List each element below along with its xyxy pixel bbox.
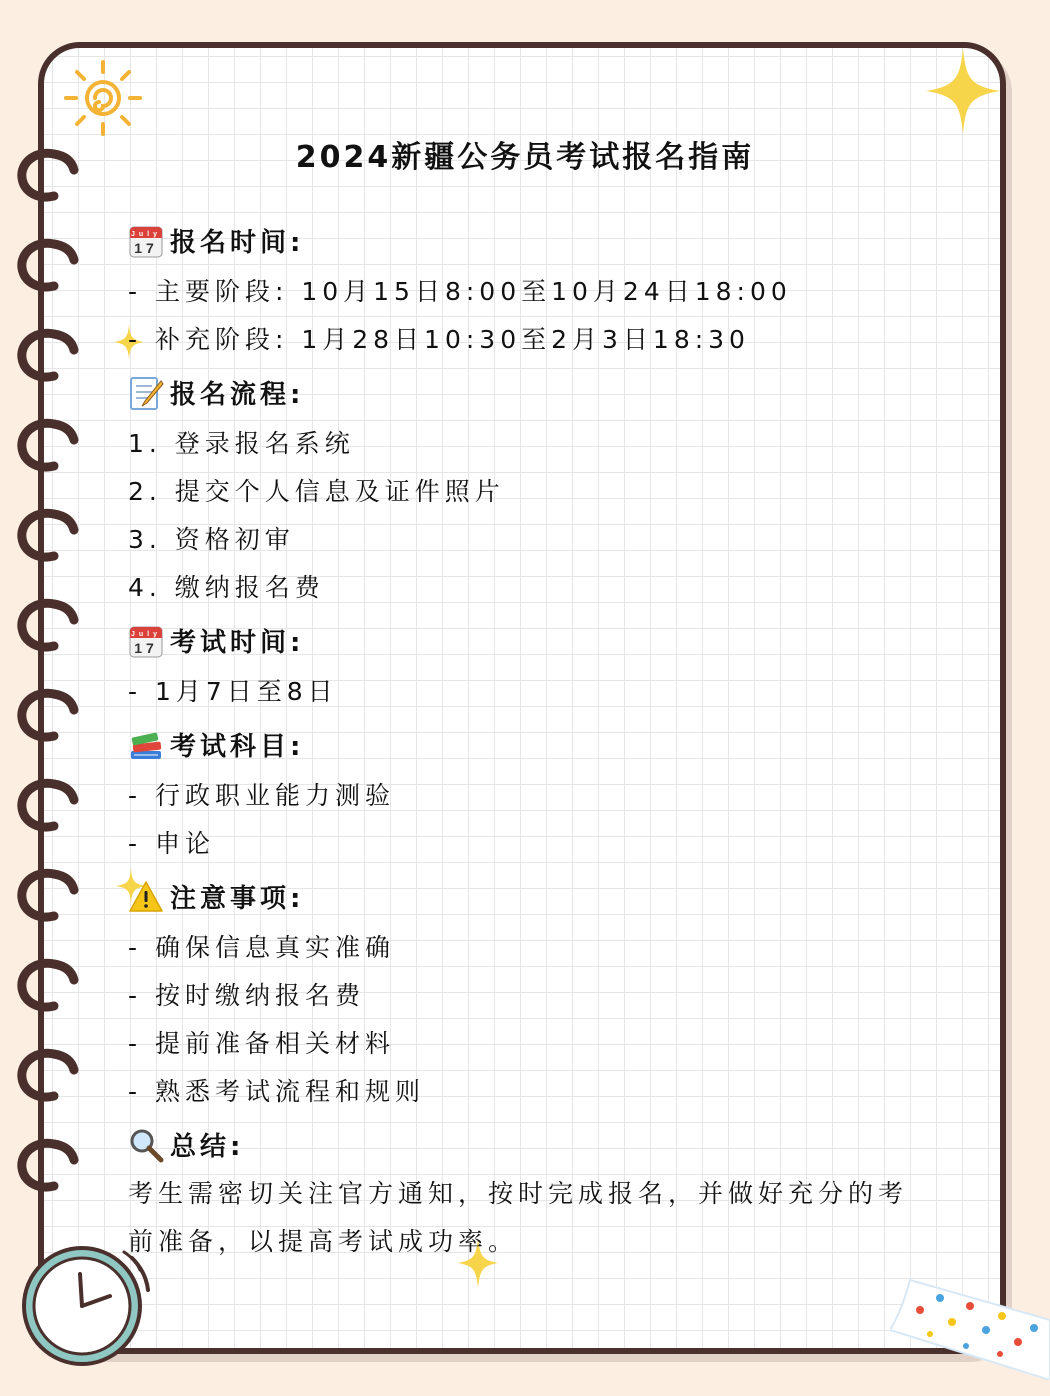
list-item: - 主要阶段: 10月15日8:00至10月24日18:00 bbox=[128, 277, 792, 306]
spiral-ring bbox=[14, 1136, 80, 1198]
spiral-ring bbox=[14, 506, 80, 568]
list-item: - 行政职业能力测验 bbox=[128, 781, 395, 810]
heading-text: 注意事项: bbox=[170, 884, 305, 914]
section-heading-notes bbox=[128, 878, 304, 915]
magnifier-icon bbox=[128, 1127, 164, 1163]
section-heading-registration-time bbox=[128, 222, 304, 259]
books-icon bbox=[128, 727, 164, 763]
list-item: 3. 资格初审 bbox=[128, 525, 295, 554]
list-item: - 熟悉考试流程和规则 bbox=[128, 1077, 425, 1106]
sun-icon bbox=[60, 58, 146, 140]
spiral-ring bbox=[14, 596, 80, 658]
section-heading-exam-time bbox=[128, 622, 304, 659]
list-item: 2. 提交个人信息及证件照片 bbox=[128, 477, 505, 506]
svg-text:July: July bbox=[130, 630, 162, 638]
heading-text: 总结: bbox=[170, 1132, 245, 1162]
list-item: - 提前准备相关材料 bbox=[128, 1029, 395, 1058]
list-item: - 确保信息真实准确 bbox=[128, 933, 395, 962]
spiral-ring bbox=[14, 236, 80, 298]
section-heading-process bbox=[128, 374, 304, 411]
warning-icon bbox=[128, 879, 164, 915]
section-heading-subjects bbox=[128, 726, 304, 763]
page-title: 2024新疆公务员考试报名指南 bbox=[295, 140, 755, 175]
heading-text: 考试时间: bbox=[170, 628, 305, 658]
washi-tape-icon bbox=[890, 1250, 1050, 1380]
spiral-ring bbox=[14, 866, 80, 928]
calendar-icon bbox=[128, 623, 164, 659]
list-item: - 1月7日至8日 bbox=[128, 677, 338, 706]
spiral-ring bbox=[14, 956, 80, 1018]
sparkle-icon bbox=[926, 48, 1000, 134]
heading-text: 报名流程: bbox=[170, 380, 305, 410]
list-item: - 按时缴纳报名费 bbox=[128, 981, 365, 1010]
spiral-ring bbox=[14, 776, 80, 838]
clock-icon bbox=[20, 1240, 160, 1370]
spiral-ring bbox=[14, 416, 80, 478]
svg-text:17: 17 bbox=[134, 239, 158, 256]
calendar-icon bbox=[128, 223, 164, 259]
heading-text: 报名时间: bbox=[170, 228, 305, 258]
list-item: - 补充阶段: 1月28日10:30至2月3日18:30 bbox=[128, 325, 750, 354]
spiral-ring bbox=[14, 326, 80, 388]
list-item: 1. 登录报名系统 bbox=[128, 429, 355, 458]
section-heading-summary bbox=[128, 1126, 244, 1163]
spiral-ring bbox=[14, 1046, 80, 1108]
svg-text:July: July bbox=[130, 230, 162, 238]
svg-text:17: 17 bbox=[134, 639, 158, 656]
memo-icon bbox=[128, 375, 164, 411]
list-item: - 申论 bbox=[128, 829, 215, 858]
spiral-ring bbox=[14, 686, 80, 748]
list-item: 4. 缴纳报名费 bbox=[128, 573, 325, 602]
heading-text: 考试科目: bbox=[170, 732, 305, 762]
summary-text: 考生需密切关注官方通知，按时完成报名，并做好充分的考前准备，以提高考试成功率。 bbox=[128, 1179, 909, 1256]
